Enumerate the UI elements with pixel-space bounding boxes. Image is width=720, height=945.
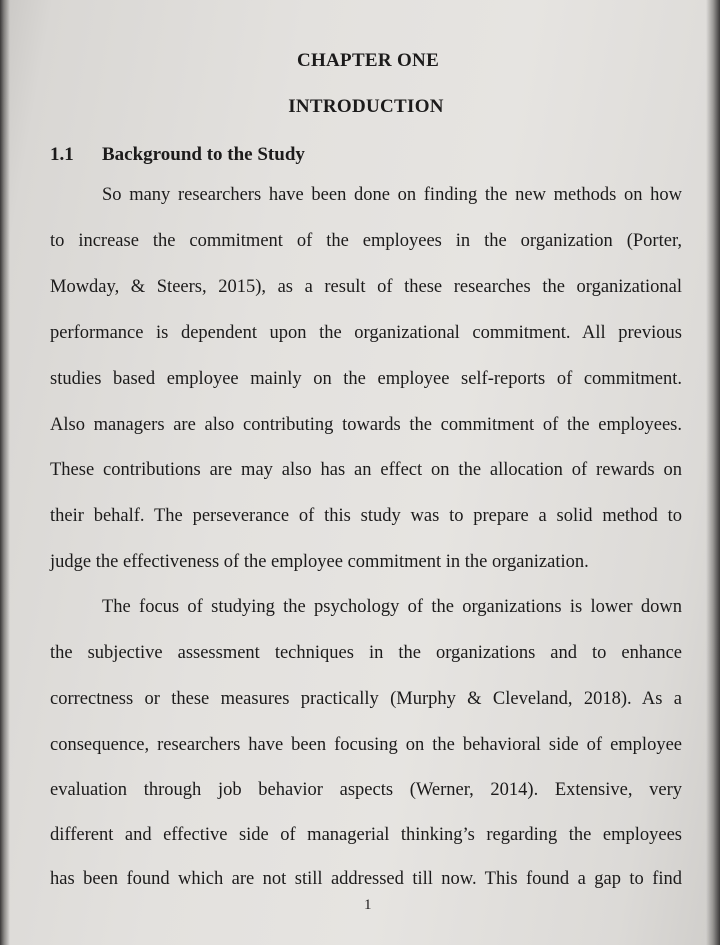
paragraph-line: consequence, researchers have been focusing on the behavioral side of employee: [50, 735, 682, 755]
paragraph-line: So many researchers have been done on finding the new methods on how: [102, 185, 682, 205]
chapter-title: INTRODUCTION: [288, 96, 444, 117]
paragraph-line: These contributions are may also has an effect on the allocation of rewards on: [50, 460, 682, 480]
section-title: Background to the Study: [102, 144, 305, 165]
page-edge-shadow-left: [0, 0, 10, 945]
paragraph-line: evaluation through job behavior aspects (Werner, 2014). Extensive, very: [50, 780, 682, 800]
paragraph-line: different and effective side of managerial thinking’s regarding the employees: [50, 825, 682, 845]
paragraph-line: performance is dependent upon the organizational commitment. All previous: [50, 323, 682, 343]
paragraph-line: The focus of studying the psychology of the organizations is lower down: [102, 597, 682, 617]
paragraph-line: to increase the commitment of the employees in the organization (Porter,: [50, 231, 682, 251]
page-number: 1: [364, 897, 372, 913]
paragraph-line: their behalf. The perseverance of this study was to prepare a solid method to: [50, 506, 682, 526]
paragraph-line: judge the effectiveness of the employee commitment in the organization.: [50, 552, 589, 572]
paragraph-line: Mowday, & Steers, 2015), as a result of these researches the organizational: [50, 277, 682, 297]
paragraph-line: the subjective assessment techniques in the organizations and to enhance: [50, 643, 682, 663]
paragraph-line: studies based employee mainly on the employee self-reports of commitment.: [50, 369, 682, 389]
section-heading: [50, 144, 305, 166]
paragraph-line: has been found which are not still addressed till now. This found a gap to find: [50, 869, 682, 889]
page-edge-shadow-right: [706, 0, 720, 945]
paragraph-line: Also managers are also contributing towards the commitment of the employees.: [50, 415, 682, 435]
section-number: 1.1: [50, 144, 74, 165]
paragraph-line: correctness or these measures practically (Murphy & Cleveland, 2018). As a: [50, 689, 682, 709]
chapter-heading: CHAPTER ONE: [296, 50, 440, 71]
